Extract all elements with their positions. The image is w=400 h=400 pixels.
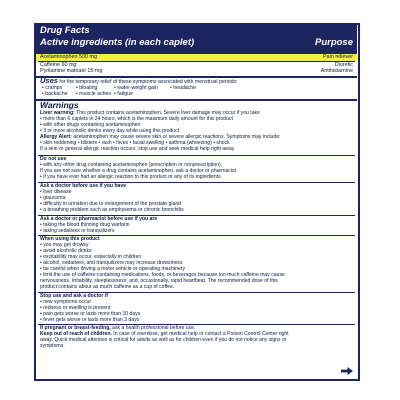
pregnancy-text: ask a health professional before use. — [110, 325, 196, 331]
ingredient-row — [36, 68, 357, 75]
drug-facts-header — [36, 25, 357, 54]
keep-out-label: Keep out of reach of children. — [40, 331, 112, 338]
ask-doctor-line: • a breathing problem such as emphysema or chronic bronchitis — [40, 207, 184, 214]
when-using-line: • limit the use of caffeine-containing medications, foods, or beverages because too much caffeine may cause — [40, 272, 285, 279]
ask-doctor-heading: Ask a doctor before use if you have — [40, 183, 127, 189]
ingredient-purpose: Antihistamine — [320, 68, 353, 74]
do-not-use-section — [40, 156, 354, 180]
stop-use-line: • pain gets worse or lasts more than 10 days — [40, 311, 141, 318]
purpose-heading: Purpose — [314, 37, 353, 48]
warning-line: • more than 6 caplets in 24 hours, which is the maximum daily amount for this product — [40, 116, 233, 123]
symptom: • cramps — [42, 85, 63, 91]
when-using-line: • alcohol, sedatives, and tranquilizers may increase drowsiness — [40, 260, 183, 267]
when-using-line: • avoid alcoholic drinks — [40, 248, 92, 255]
ask-pharmacist-heading: Ask a doctor or pharmacist before use if you are — [40, 216, 158, 222]
ingredient-purpose: Diuretic — [334, 61, 353, 68]
warning-line: • with other drugs containing acetaminophen — [40, 122, 141, 129]
symptom: • backache — [42, 91, 68, 97]
symptom: • water-weight gain — [114, 85, 158, 91]
liver-warning-text: This product contains acetaminophen. Severe liver damage may occur if you take — [74, 110, 260, 116]
allergy-after: If a skin or general allergic reaction occurs, stop use and seek medical help right away. — [40, 146, 236, 153]
section-rule — [36, 99, 357, 101]
stop-use-line: • redness or swelling is present — [40, 305, 111, 312]
ask-doctor-section — [40, 183, 354, 213]
active-ingredients-heading: Active ingredients (in each caplet) — [40, 37, 195, 48]
warnings-heading: Warnings — [40, 100, 79, 110]
ingredient-row — [36, 54, 357, 61]
allergy-symptoms: • skin reddening • blisters • rash • hives • facial swelling • asthma (wheezing) • shock — [40, 140, 230, 147]
drug-facts-title: Drug Facts — [40, 25, 90, 36]
ingredient-purpose: Pain reliever — [323, 54, 353, 60]
ask-pharmacist-line: • taking sedatives or tranquilizers — [40, 228, 115, 235]
keep-out-text: In case of overdose, get medical help or contact a Poison Control Center right — [111, 331, 289, 338]
keep-out-line: away. Quick medical attention is critical for adults as well as for children even if you do not notice any signs or — [40, 337, 287, 344]
allergy-alert-label: Allergy Alert: — [40, 134, 72, 141]
ingredient-name: Acetaminophen 500 mg — [40, 54, 97, 60]
symptom: • muscle aches — [76, 91, 111, 97]
do-not-use-line: If you are not sure whether a drug contains acetaminophen, ask a doctor or pharmacist. — [40, 168, 238, 175]
symptom: • bloating — [76, 85, 98, 91]
when-using-line: • excitability may occur, especially in children — [40, 254, 142, 261]
liver-warning-label: Liver warning: — [40, 110, 75, 116]
when-using-line: • you may get drowsy — [40, 242, 89, 249]
ask-doctor-line: • difficulty in urination due to enlargement of the prostate gland — [40, 201, 182, 208]
keep-out-line: symptoms. — [40, 343, 65, 350]
stop-use-heading: Stop use and ask a doctor if — [40, 293, 108, 299]
when-using-line: • be careful when driving a motor vehicle or operating machinery — [40, 266, 186, 273]
warning-line: • 3 or more alcoholic drinks every day while using this product — [40, 128, 180, 135]
do-not-use-line: • with any other drug containing acetaminophen (prescription or nonprescription). — [40, 162, 223, 169]
stop-use-section — [40, 293, 354, 323]
stop-use-line: • new symptoms occur — [40, 299, 92, 306]
uses-heading: Uses — [40, 76, 58, 85]
allergy-alert-text: acetaminophen may cause severe skin or severe allergic reactions. Symptoms may include: — [71, 134, 281, 141]
ingredient-name: Pyrilamine maleate 15 mg — [40, 68, 103, 74]
ask-pharmacist-section — [40, 216, 354, 234]
drug-facts-panel — [34, 23, 360, 381]
liver-warning — [40, 110, 354, 152]
ask-doctor-line: • liver disease — [40, 189, 72, 196]
do-not-use-line: • if you have ever had an allergic reaction to this product or any of its ingredients — [40, 174, 221, 181]
ingredient-name: Caffeine 60 mg — [40, 61, 77, 68]
symptom: • headache — [170, 85, 197, 91]
arrow-right-icon — [341, 367, 353, 375]
do-not-use-heading: Do not use — [40, 156, 67, 162]
symptom: • fatigue — [114, 91, 133, 97]
when-using-heading: When using this product — [40, 236, 100, 242]
when-using-line: product contains about as much caffeine as a cup of coffee. — [40, 284, 175, 291]
when-using-line: nervousness, irritability, sleeplessness, and, occasionally, rapid heartbeat. The recommended dose of this — [40, 278, 278, 285]
ask-doctor-line: • glaucoma — [40, 195, 66, 202]
ask-pharmacist-line: • taking the blood thinning drug warfarin — [40, 222, 130, 229]
stop-use-line: • fever gets worse or lasts more than 3 days — [40, 317, 140, 324]
pregnancy-section — [40, 325, 354, 349]
pregnancy-label: If pregnant or breast-feeding, — [40, 325, 111, 331]
uses-intro: for the temporary relief of these symptoms associated with menstrual periods: — [59, 79, 238, 85]
when-using-section — [40, 236, 354, 290]
